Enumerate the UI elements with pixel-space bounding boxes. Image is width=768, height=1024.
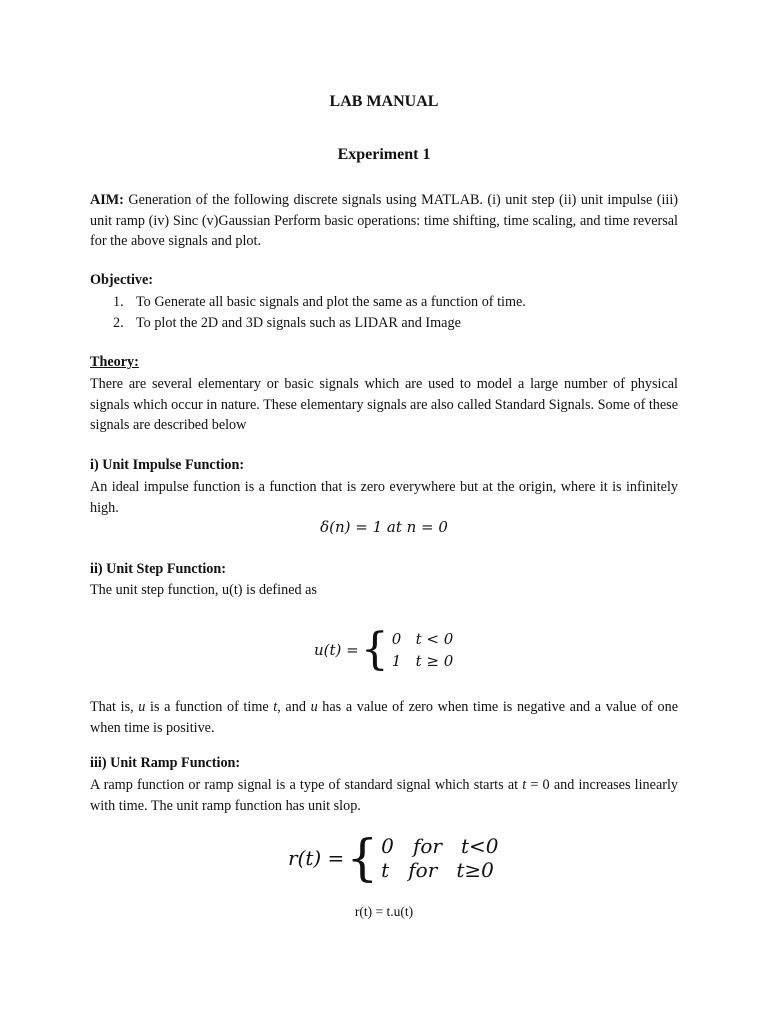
step-explanation-var: t	[273, 699, 278, 715]
step-explanation-var: u	[138, 699, 146, 715]
objective-list	[113, 292, 673, 334]
ramp-case-2: t for t≥0	[381, 858, 494, 882]
impulse-paragraph: An ideal impulse function is a function that is zero everywhere but at the origin, where it is infinitely high.	[90, 479, 678, 516]
step-label: ii) Unit Step Function:	[90, 561, 226, 577]
list-item-text: To Generate all basic signals and plot the same as a function of time.	[136, 294, 526, 310]
theory-paragraph: There are several elementary or basic signals which are used to model a large number of physical signals which occur in nature. These elementary signals are also called Standard Signals. Some of these signals are described below	[90, 376, 678, 433]
step-explanation-text: , and	[277, 699, 311, 715]
list-item	[113, 292, 673, 313]
ramp-equation	[288, 829, 499, 887]
step-explanation-text: That is,	[90, 699, 139, 715]
objective-label: Objective:	[90, 272, 154, 288]
step-explanation-text: is a function of time	[145, 699, 274, 715]
step-explanation-text: has a value of zero when time is negative and a value of one when time is positive.	[90, 699, 679, 736]
step-equation-lhs: u(t) =	[314, 641, 359, 659]
impulse-label: i) Unit Impulse Function:	[90, 457, 245, 473]
brace-symbol: {	[346, 829, 379, 887]
step-equation	[314, 624, 454, 675]
step-paragraph: The unit step function, u(t) is defined as	[90, 582, 317, 598]
aim-paragraph	[90, 190, 678, 252]
ramp-paragraph-text: A ramp function or ramp signal is a type of standard signal which starts at	[90, 777, 523, 793]
aim-label: AIM:	[90, 192, 124, 208]
ramp-case-1: 0 for t<0	[381, 834, 499, 858]
list-item-number: 1.	[113, 294, 124, 310]
document-title: LAB MANUAL	[329, 93, 439, 110]
experiment-title: Experiment 1	[337, 146, 431, 163]
ramp-cases	[381, 834, 498, 882]
ramp-identity: r(t) = t.u(t)	[354, 904, 414, 919]
ramp-equation-lhs: r(t) =	[288, 846, 345, 870]
list-item	[113, 313, 673, 334]
theory-label: Theory:	[90, 354, 139, 370]
step-case-1: 0 t < 0	[391, 630, 454, 648]
aim-text: Generation of the following discrete signals using MATLAB. (i) unit step (ii) unit impulse (iii) unit ramp (iv) Sinc (v)Gaussian Perform basic operations: time shifting, time scaling, and time reversal for the above signals and plot.	[90, 192, 678, 249]
ramp-paragraph-text: = 0 and increases linearly with time. The unit ramp function has unit slop.	[90, 777, 678, 814]
step-case-2: 1 t ≥ 0	[391, 652, 454, 670]
ramp-paragraph-var: t	[522, 777, 527, 793]
step-explanation-var: u	[310, 699, 318, 715]
impulse-equation: δ(n) = 1 at n = 0	[320, 518, 448, 536]
step-cases	[392, 628, 454, 672]
step-explanation	[90, 697, 678, 738]
ramp-label: iii) Unit Ramp Function:	[90, 755, 241, 771]
brace-symbol: {	[360, 624, 389, 675]
list-item-number: 2.	[113, 315, 124, 331]
ramp-paragraph	[90, 775, 678, 816]
list-item-text: To plot the 2D and 3D signals such as LIDAR and Image	[136, 315, 461, 331]
